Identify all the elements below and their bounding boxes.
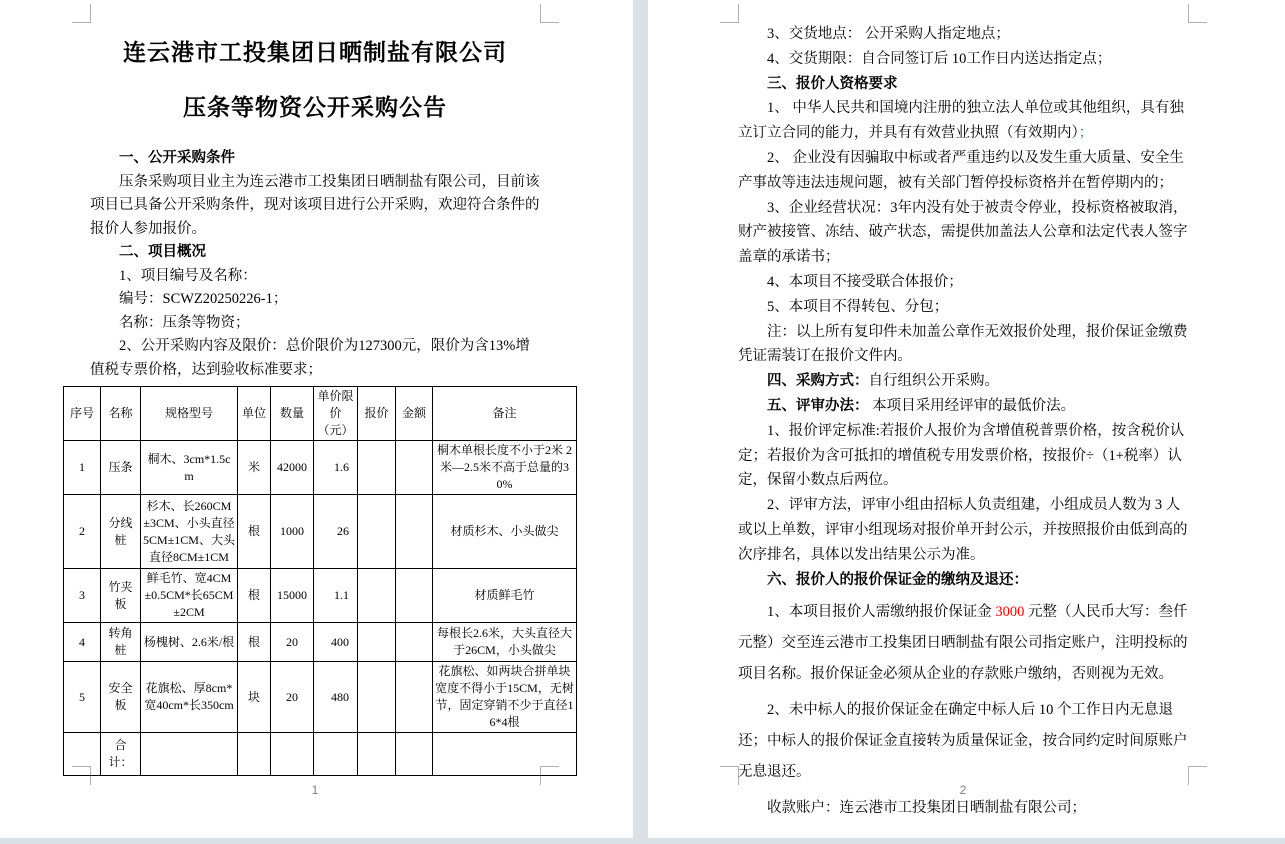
paragraph: [738, 270, 1188, 295]
table-row: [64, 441, 577, 495]
text-segment: 1、本项目报价人需缴纳报价保证金: [767, 604, 996, 621]
crop-mark-top-left: [72, 4, 91, 23]
crop-mark-bottom-left: [720, 766, 739, 785]
crop-mark-bottom-right: [1188, 766, 1207, 785]
text-segment: 2、公开采购内容及限价：总价限价为127300元，限价为含13%增值税专票价格，达到验收标准要求；: [90, 338, 530, 378]
table-cell: [433, 733, 577, 776]
table-cell: 材质鲜毛竹: [433, 569, 577, 623]
text-segment-red: 3000: [995, 604, 1025, 621]
paragraph: [90, 335, 540, 382]
text-segment: 2、 企业没有因骗取中标或者严重违约以及发生重大质量、安全生产事故等违法违规问题，被有关部门暂停投标资格并在暂停期内的；: [738, 149, 1184, 191]
text-segment: 压条采购项目业主为连云港市工投集团日晒制盐有限公司，目前该项目已具备公开采购条件，现对该项目进行公开采购，欢迎符合条件的报价人参加报价。: [90, 173, 540, 237]
table-header-cell: 报价: [358, 387, 396, 441]
text-segment-bold: 五、评审办法：: [767, 397, 869, 414]
text-segment: 4、本项目不接受联合体报价；: [767, 273, 963, 290]
paragraph: [738, 493, 1188, 567]
text-segment: 1、项目编号及名称：: [119, 267, 257, 284]
text-segment-blue: ；: [1078, 125, 1094, 142]
table-cell: [396, 495, 433, 569]
table-cell: 1: [64, 441, 101, 495]
text-segment: 2、未中标人的报价保证金在确定中标人后 10 个工作日内无息退还；中标人的报价保证金直接转为质量保证金，按合同约定时间原账户无息退还。: [738, 702, 1188, 781]
paragraph: [738, 597, 1188, 690]
table-row: [64, 662, 577, 733]
table-cell: 20: [271, 662, 314, 733]
table-header-cell: 单价限价（元）: [314, 387, 358, 441]
paragraph: [738, 793, 1188, 824]
text-segment: 自行组织公开采购。: [868, 373, 999, 390]
table-cell: [358, 441, 396, 495]
table-cell: [396, 662, 433, 733]
paragraph: [738, 146, 1188, 196]
table-cell: 4: [64, 623, 101, 662]
table-cell: 每根长2.6米，大头直径大于26CM，小头做尖: [433, 623, 577, 662]
table-cell: [358, 662, 396, 733]
text-segment-bold: 四、采购方式：: [767, 373, 869, 390]
table-cell: 杉木、长260CM±3CM、小头直径5CM±1CM、大头直径8CM±1CM: [141, 495, 238, 569]
text-segment: 本项目采用经评审的最低价法。: [868, 397, 1076, 414]
table-cell: 26: [314, 495, 358, 569]
paragraph: [738, 47, 1188, 72]
table-cell: 1.1: [314, 569, 358, 623]
table-cell: [358, 495, 396, 569]
paragraph: [90, 312, 540, 336]
table-cell: 根: [238, 623, 271, 662]
paragraph: [738, 196, 1188, 270]
table-header-cell: 单位: [238, 387, 271, 441]
table-cell: 竹夹板: [101, 569, 141, 623]
table-cell: [396, 733, 433, 776]
table-row: [64, 733, 577, 776]
table-cell: 400: [314, 623, 358, 662]
text-segment: 注：以上所有复印件未加盖公章作无效报价处理，报价保证金缴费凭证需装订在报价文件内。: [738, 323, 1188, 365]
document-title-line-2: 压条等物资公开采购公告: [183, 95, 447, 120]
document-page-2: [648, 0, 1285, 838]
paragraph: [738, 369, 1188, 394]
text-segment: 3、交货地点： 公开采购人指定地点；: [767, 26, 1010, 42]
text-segment: 1、 中华人民共和国境内注册的独立法人单位或其他组织，具有独立订立合同的能力，并具有有效营业执照（有效期内）: [738, 100, 1184, 142]
table-cell: [358, 569, 396, 623]
crop-mark-top-left: [720, 4, 739, 23]
table-cell: 2: [64, 495, 101, 569]
table-header-row: [64, 387, 577, 441]
table-cell: 480: [314, 662, 358, 733]
paragraph: [738, 394, 1188, 419]
paragraph: [738, 295, 1188, 320]
page-1-paragraphs: [90, 147, 540, 382]
table-cell: 米: [238, 441, 271, 495]
text-segment: 2、评审方法，评审小组由招标人负责组建，小组成员人数为 3 人或以上单数，评审小组现场对报价单开封公示，并按照报价由低到高的次序排名，具体以发出结果公示为准。: [738, 497, 1188, 563]
table-cell: 分线桩: [101, 495, 141, 569]
document-title-line-1: 连云港市工投集团日晒制盐有限公司: [123, 40, 507, 65]
paragraph: [738, 695, 1188, 788]
paragraph: [90, 288, 540, 312]
paragraph: [90, 265, 540, 289]
paragraph: [738, 22, 1188, 47]
page-number-2: 2: [959, 783, 967, 797]
table-cell: 转角桩: [101, 623, 141, 662]
text-segment: 5、本项目不得转包、分包；: [767, 298, 949, 315]
table-header-cell: 规格型号: [141, 387, 238, 441]
paragraph: [738, 96, 1188, 146]
crop-mark-top-right: [540, 4, 559, 23]
table-cell: 合计：: [101, 733, 141, 776]
table-row: [64, 569, 577, 623]
document-page-1: [0, 0, 633, 838]
paragraph: [90, 171, 540, 242]
table-cell: 1.6: [314, 441, 358, 495]
table-header-cell: 金额: [396, 387, 433, 441]
table-header-cell: 序号: [64, 387, 101, 441]
table-cell: [396, 623, 433, 662]
text-segment-bold: 六、报价人的报价保证金的缴纳及退还：: [767, 571, 1028, 588]
text-segment: 3、企业经营状况：3年内没有处于被责令停业，投标资格被取消，财产被接管、冻结、破产状态，需提供加盖法人公章和法定代表人签字盖章的承诺书；: [738, 199, 1188, 266]
table-cell: [396, 441, 433, 495]
table-cell: [396, 569, 433, 623]
table-cell: 20: [271, 623, 314, 662]
procurement-items-table: [63, 386, 577, 776]
paragraph: [90, 241, 540, 265]
table-cell: 1000: [271, 495, 314, 569]
table-cell: 花旗松、厚8cm*宽40cm*长350cm: [141, 662, 238, 733]
paragraph: [738, 72, 1188, 97]
table-cell: 5: [64, 662, 101, 733]
table-cell: [358, 733, 396, 776]
table-cell: 材质杉木、小头做尖: [433, 495, 577, 569]
table-header-cell: 备注: [433, 387, 577, 441]
table-cell: 根: [238, 495, 271, 569]
table-cell: [64, 733, 101, 776]
table-cell: [314, 733, 358, 776]
table-cell: 压条: [101, 441, 141, 495]
table-cell: 15000: [271, 569, 314, 623]
text-segment: 收款账户：连云港市工投集团日晒制盐有限公司；: [767, 800, 1086, 817]
table-row: [64, 495, 577, 569]
paragraph: [738, 320, 1188, 370]
table-header-cell: 数量: [271, 387, 314, 441]
text-segment: 编号：SCWZ20250226-1；: [119, 291, 288, 307]
table-cell: 42000: [271, 441, 314, 495]
table-row: [64, 623, 577, 662]
table-cell: 根: [238, 569, 271, 623]
text-segment-bold: 一、公开采购条件: [119, 150, 235, 166]
text-segment: 名称：压条等物资；: [119, 314, 250, 331]
paragraph: [738, 568, 1188, 593]
table-cell: 安全板: [101, 662, 141, 733]
text-segment-bold: 二、项目概况: [119, 244, 206, 260]
table-cell: 3: [64, 569, 101, 623]
table-cell: 块: [238, 662, 271, 733]
page-number-1: 1: [311, 783, 319, 797]
text-segment: 元整（人民币大写：叁仟元整）交至连云港市工投集团日晒制盐有限公司指定账户，注明投标的项目名称。报价保证金必须从企业的存款账户缴纳，否则视为无效。: [738, 604, 1188, 683]
text-segment: 1、报价评定标准:若报价人报价为含增值税普票价格，按含税价认定；若报价为含可抵扣的增值税专用发票价格，按报价÷（1+税率）认定，保留小数点后两位。: [738, 422, 1185, 489]
text-segment-bold: 三、报价人资格要求: [767, 75, 898, 92]
table-cell: 桐木、3cm*1.5cm: [141, 441, 238, 495]
page-1-content: [69, 30, 574, 776]
crop-mark-top-right: [1188, 4, 1207, 23]
paragraph: [90, 147, 540, 171]
table-cell: 鲜毛竹、宽4CM±0.5CM*长65CM±2CM: [141, 569, 238, 623]
table-cell: 杨槐树、2.6米/根: [141, 623, 238, 662]
table-cell: [358, 623, 396, 662]
table-header-cell: 名称: [101, 387, 141, 441]
table-cell: [238, 733, 271, 776]
page-2-paragraphs: [738, 22, 1188, 824]
table-cell: 花旗松、如两块合拼单块宽度不得小于15CM，无树节，固定穿销不少于直径16*4根: [433, 662, 577, 733]
table-cell: [141, 733, 238, 776]
table-cell: [271, 733, 314, 776]
text-segment: 4、交货期限：自合同签订后 10工作日内送达指定点；: [767, 50, 1112, 67]
table-cell: 桐木单根长度不小于2米 2米—2.5米不高于总量的30%: [433, 441, 577, 495]
paragraph: [738, 419, 1188, 493]
